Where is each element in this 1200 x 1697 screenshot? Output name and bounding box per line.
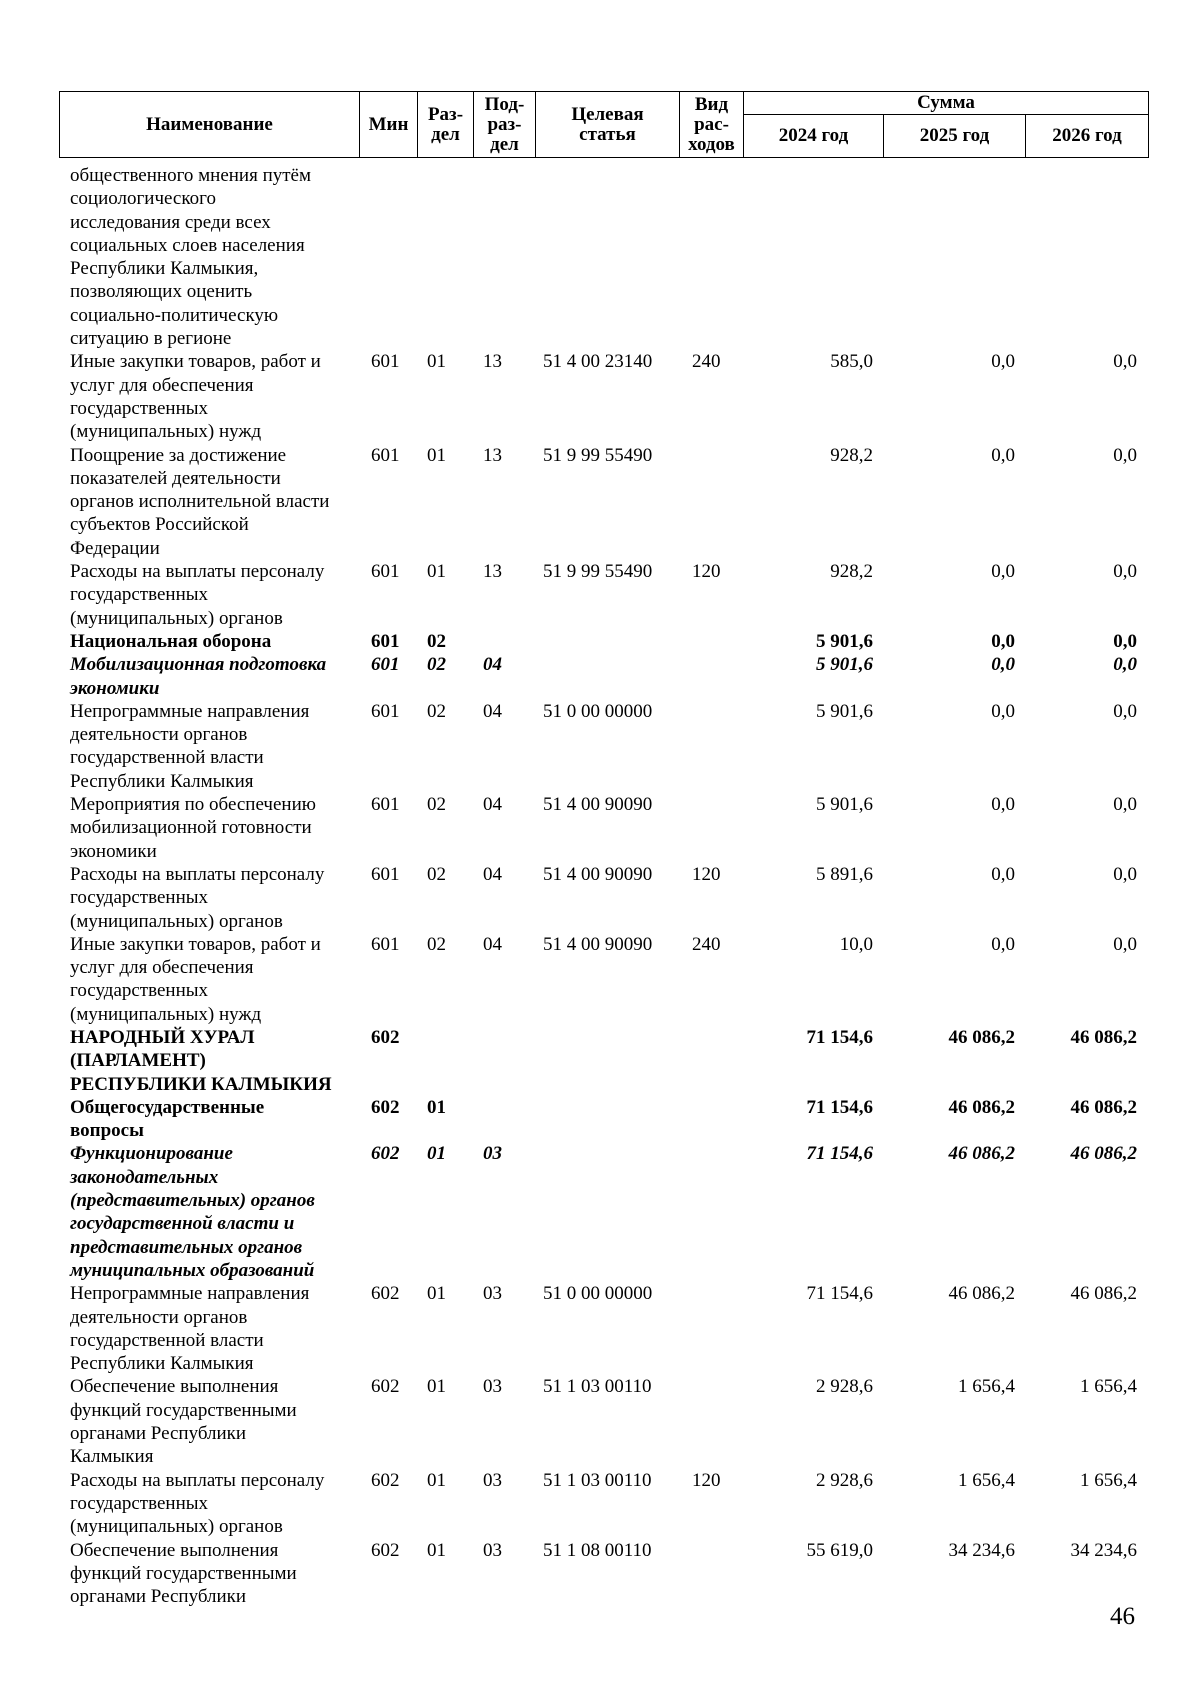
row-name-line: государственной власти и — [70, 1213, 295, 1235]
row-name-line: Калмыкия — [70, 1446, 154, 1468]
row-name — [59, 1142, 359, 1282]
row-name-line: государственных — [70, 887, 209, 909]
header-vid — [680, 92, 744, 158]
header-razdel-text: Раз- дел — [427, 103, 464, 145]
cell-s2024: 5 901,6 — [816, 654, 873, 676]
cell-razdel: 01 — [427, 1143, 446, 1165]
header-2026: 2026 год — [1026, 115, 1149, 158]
cell-s2024: 2 928,6 — [816, 1376, 873, 1398]
header-name: Наименование — [60, 92, 360, 158]
cell-statya: 51 4 00 90090 — [543, 794, 653, 816]
cell-s2024: 71 154,6 — [806, 1096, 873, 1118]
cell-s2024: 2 928,6 — [816, 1469, 873, 1491]
cell-min: 601 — [371, 863, 400, 885]
row-name-line: Обеспечение выполнения — [70, 1376, 279, 1398]
cell-podrazdel: 03 — [483, 1469, 502, 1491]
page-number: 46 — [1110, 1603, 1135, 1630]
row-name-line: государственной власти — [70, 1329, 264, 1351]
cell-s2025: 0,0 — [991, 561, 1015, 583]
row-name — [59, 630, 359, 653]
cell-s2025: 0,0 — [991, 794, 1015, 816]
cell-s2024: 55 619,0 — [806, 1539, 873, 1561]
cell-s2025: 46 086,2 — [948, 1283, 1015, 1305]
row-name — [59, 1469, 359, 1539]
cell-s2026: 1 656,4 — [1080, 1376, 1137, 1398]
cell-min: 601 — [371, 700, 400, 722]
row-name-line: социально-политическую — [70, 304, 279, 326]
row-name — [59, 1282, 359, 1375]
row-name-line: услуг для обеспечения — [70, 957, 254, 979]
cell-s2025: 0,0 — [991, 863, 1015, 885]
row-name-line: социологического — [70, 188, 216, 210]
cell-s2026: 0,0 — [1113, 630, 1137, 652]
row-name — [59, 164, 359, 350]
row-name — [59, 560, 359, 630]
cell-razdel: 02 — [427, 700, 446, 722]
cell-s2025: 0,0 — [991, 654, 1015, 676]
cell-s2024: 5 891,6 — [816, 863, 873, 885]
cell-min: 601 — [371, 654, 400, 676]
cell-s2025: 0,0 — [991, 351, 1015, 373]
cell-s2024: 5 901,6 — [816, 630, 873, 652]
cell-podrazdel: 13 — [483, 351, 502, 373]
cell-s2026: 34 234,6 — [1070, 1539, 1137, 1561]
row-name-line: (представительных) органов — [70, 1190, 315, 1212]
cell-vid: 120 — [692, 863, 721, 885]
table-row — [59, 1026, 1148, 1096]
row-name — [59, 653, 359, 700]
table-row — [59, 1096, 1148, 1143]
row-name-line: (муниципальных) нужд — [70, 421, 262, 443]
row-name — [59, 1375, 359, 1468]
row-name — [59, 1026, 359, 1096]
table-row — [59, 793, 1148, 863]
cell-s2024: 585,0 — [830, 351, 873, 373]
cell-min: 601 — [371, 351, 400, 373]
row-name-line: мобилизационной готовности — [70, 817, 312, 839]
cell-podrazdel: 04 — [483, 654, 502, 676]
cell-s2024: 5 901,6 — [816, 794, 873, 816]
row-name-line: Республики Калмыкия, — [70, 258, 259, 280]
cell-min: 601 — [371, 933, 400, 955]
cell-min: 602 — [371, 1026, 400, 1048]
cell-podrazdel: 13 — [483, 444, 502, 466]
cell-min: 601 — [371, 561, 400, 583]
row-name-line: Непрограммные направления — [70, 700, 310, 722]
table-row — [59, 1375, 1148, 1468]
cell-razdel: 01 — [427, 1096, 446, 1118]
cell-s2026: 0,0 — [1113, 444, 1137, 466]
cell-statya: 51 1 08 00110 — [543, 1539, 652, 1561]
cell-statya: 51 1 03 00110 — [543, 1376, 652, 1398]
cell-podrazdel: 03 — [483, 1539, 502, 1561]
cell-s2026: 0,0 — [1113, 351, 1137, 373]
cell-s2025: 0,0 — [991, 444, 1015, 466]
cell-s2026: 0,0 — [1113, 700, 1137, 722]
cell-podrazdel: 04 — [483, 933, 502, 955]
header-razdel — [418, 92, 474, 158]
table-row — [59, 630, 1148, 653]
header-summa: Сумма — [744, 92, 1149, 115]
header-statya — [536, 92, 680, 158]
row-name-line: ситуацию в регионе — [70, 328, 232, 350]
cell-podrazdel: 13 — [483, 561, 502, 583]
cell-razdel: 02 — [427, 933, 446, 955]
row-name-line: Национальная оборона — [70, 630, 272, 652]
row-name — [59, 1096, 359, 1143]
cell-statya: 51 0 00 00000 — [543, 700, 653, 722]
cell-s2026: 0,0 — [1113, 863, 1137, 885]
row-name-line: Мероприятия по обеспечению — [70, 794, 316, 816]
cell-s2026: 0,0 — [1113, 794, 1137, 816]
cell-min: 602 — [371, 1469, 400, 1491]
row-name-line: Иные закупки товаров, работ и — [70, 933, 321, 955]
cell-vid: 120 — [692, 561, 721, 583]
cell-s2025: 0,0 — [991, 630, 1015, 652]
cell-vid: 240 — [692, 351, 721, 373]
cell-statya: 51 9 99 55490 — [543, 561, 653, 583]
table-row — [59, 863, 1148, 933]
cell-razdel: 01 — [427, 1539, 446, 1561]
cell-min: 602 — [371, 1539, 400, 1561]
table-row — [59, 444, 1148, 560]
row-name-line: РЕСПУБЛИКИ КАЛМЫКИЯ — [70, 1073, 332, 1095]
cell-s2026: 46 086,2 — [1070, 1143, 1137, 1165]
row-name-line: законодательных — [70, 1166, 219, 1188]
row-name-line: Республики Калмыкия — [70, 770, 254, 792]
table-row — [59, 933, 1148, 1026]
cell-s2025: 46 086,2 — [948, 1026, 1015, 1048]
cell-s2024: 10,0 — [839, 933, 873, 955]
row-name-line: экономики — [70, 840, 157, 862]
row-name-line: Обеспечение выполнения — [70, 1539, 279, 1561]
table-row — [59, 350, 1148, 443]
cell-s2025: 1 656,4 — [958, 1376, 1015, 1398]
row-name-line: Расходы на выплаты персоналу — [70, 863, 325, 885]
cell-min: 602 — [371, 1096, 400, 1118]
row-name — [59, 444, 359, 560]
cell-podrazdel: 04 — [483, 700, 502, 722]
header-vid-text: Вид рас- ходов — [688, 93, 735, 155]
row-name-line: услуг для обеспечения — [70, 374, 254, 396]
cell-s2026: 1 656,4 — [1080, 1469, 1137, 1491]
cell-s2026: 0,0 — [1113, 561, 1137, 583]
row-name-line: государственных — [70, 584, 209, 606]
cell-podrazdel: 03 — [483, 1143, 502, 1165]
header-2025: 2025 год — [884, 115, 1026, 158]
cell-s2024: 71 154,6 — [806, 1143, 873, 1165]
cell-razdel: 01 — [427, 1376, 446, 1398]
row-name-line: Иные закупки товаров, работ и — [70, 351, 321, 373]
cell-s2025: 1 656,4 — [958, 1469, 1015, 1491]
row-name-line: Федерации — [70, 537, 160, 559]
row-name-line: позволяющих оценить — [70, 281, 253, 303]
table-row — [59, 700, 1148, 793]
row-name-line: социальных слоев населения — [70, 234, 305, 256]
row-name-line: Республики Калмыкия — [70, 1353, 254, 1375]
cell-s2026: 46 086,2 — [1070, 1026, 1137, 1048]
cell-min: 602 — [371, 1376, 400, 1398]
cell-min: 601 — [371, 794, 400, 816]
row-name — [59, 700, 359, 793]
row-name-line: функций государственными — [70, 1399, 297, 1421]
table-row — [59, 164, 1148, 350]
cell-min: 602 — [371, 1143, 400, 1165]
header-podrazdel-text: Под- раз- дел — [484, 93, 525, 155]
row-name-line: Непрограммные направления — [70, 1283, 310, 1305]
row-name-line: органов исполнительной власти — [70, 491, 330, 513]
header-min: Мин — [360, 92, 418, 158]
cell-s2024: 928,2 — [830, 444, 873, 466]
cell-statya: 51 0 00 00000 — [543, 1283, 653, 1305]
cell-statya: 51 4 00 90090 — [543, 863, 653, 885]
header-podrazdel — [474, 92, 536, 158]
row-name — [59, 1539, 359, 1609]
row-name-line: Функционирование — [70, 1143, 233, 1165]
cell-razdel: 01 — [427, 444, 446, 466]
cell-s2025: 0,0 — [991, 933, 1015, 955]
row-name-line: (муниципальных) органов — [70, 1516, 283, 1538]
cell-s2024: 71 154,6 — [806, 1026, 873, 1048]
cell-razdel: 01 — [427, 1469, 446, 1491]
cell-statya: 51 4 00 23140 — [543, 351, 653, 373]
row-name-line: общественного мнения путём — [70, 165, 312, 186]
cell-s2026: 0,0 — [1113, 933, 1137, 955]
cell-podrazdel: 03 — [483, 1283, 502, 1305]
row-name-line: функций государственными — [70, 1562, 297, 1584]
header-statya-text: Целевая статья — [571, 103, 644, 145]
cell-s2025: 46 086,2 — [948, 1096, 1015, 1118]
row-name-line: государственных — [70, 1492, 209, 1514]
table-body — [59, 164, 1148, 1608]
cell-razdel: 02 — [427, 863, 446, 885]
row-name — [59, 933, 359, 1026]
cell-min: 601 — [371, 630, 400, 652]
row-name-line: экономики — [70, 677, 160, 699]
table-row — [59, 1142, 1148, 1282]
cell-podrazdel: 03 — [483, 1376, 502, 1398]
cell-razdel: 02 — [427, 630, 446, 652]
table-row — [59, 1539, 1148, 1609]
row-name-line: Мобилизационная подготовка — [70, 654, 327, 676]
cell-min: 601 — [371, 444, 400, 466]
row-name-line: Расходы на выплаты персоналу — [70, 1469, 325, 1491]
row-name-line: НАРОДНЫЙ ХУРАЛ — [70, 1026, 255, 1048]
cell-vid: 120 — [692, 1469, 721, 1491]
row-name-line: органами Республики — [70, 1586, 247, 1608]
cell-razdel: 01 — [427, 561, 446, 583]
header-2024: 2024 год — [744, 115, 884, 158]
row-name — [59, 863, 359, 933]
cell-podrazdel: 04 — [483, 863, 502, 885]
row-name-line: деятельности органов — [70, 1306, 248, 1328]
row-name-line: государственных — [70, 980, 209, 1002]
cell-razdel: 01 — [427, 1283, 446, 1305]
table-row — [59, 653, 1148, 700]
cell-s2025: 46 086,2 — [948, 1143, 1015, 1165]
cell-razdel: 02 — [427, 794, 446, 816]
cell-vid: 240 — [692, 933, 721, 955]
row-name — [59, 793, 359, 863]
cell-s2025: 0,0 — [991, 700, 1015, 722]
cell-s2026: 46 086,2 — [1070, 1283, 1137, 1305]
row-name-line: субъектов Российской — [70, 514, 249, 536]
row-name-line: Поощрение за достижение — [70, 444, 287, 466]
row-name-line: (муниципальных) органов — [70, 910, 283, 932]
cell-statya: 51 9 99 55490 — [543, 444, 653, 466]
row-name-line: Общегосударственные — [70, 1096, 265, 1118]
cell-s2026: 0,0 — [1113, 654, 1137, 676]
table-row — [59, 1282, 1148, 1375]
table-header — [59, 91, 1149, 158]
row-name-line: показателей деятельности — [70, 467, 281, 489]
row-name-line: государственных — [70, 397, 209, 419]
row-name-line: исследования среди всех — [70, 211, 271, 233]
row-name-line: Расходы на выплаты персоналу — [70, 561, 325, 583]
cell-min: 602 — [371, 1283, 400, 1305]
cell-s2026: 46 086,2 — [1070, 1096, 1137, 1118]
table-row — [59, 1469, 1148, 1539]
row-name-line: вопросы — [70, 1120, 144, 1142]
row-name-line: органами Республики — [70, 1423, 247, 1445]
cell-statya: 51 4 00 90090 — [543, 933, 653, 955]
cell-statya: 51 1 03 00110 — [543, 1469, 652, 1491]
row-name-line: (муниципальных) органов — [70, 607, 283, 629]
row-name-line: представительных органов — [70, 1236, 303, 1258]
row-name-line: муниципальных образований — [70, 1259, 315, 1281]
row-name — [59, 350, 359, 443]
cell-s2024: 928,2 — [830, 561, 873, 583]
row-name-line: государственной власти — [70, 747, 264, 769]
cell-podrazdel: 04 — [483, 794, 502, 816]
row-name-line: деятельности органов — [70, 724, 248, 746]
table-row — [59, 560, 1148, 630]
cell-s2024: 5 901,6 — [816, 700, 873, 722]
row-name-line: (муниципальных) нужд — [70, 1003, 262, 1025]
cell-s2025: 34 234,6 — [948, 1539, 1015, 1561]
cell-razdel: 02 — [427, 654, 446, 676]
cell-razdel: 01 — [427, 351, 446, 373]
cell-s2024: 71 154,6 — [806, 1283, 873, 1305]
row-name-line: (ПАРЛАМЕНТ) — [70, 1050, 206, 1072]
